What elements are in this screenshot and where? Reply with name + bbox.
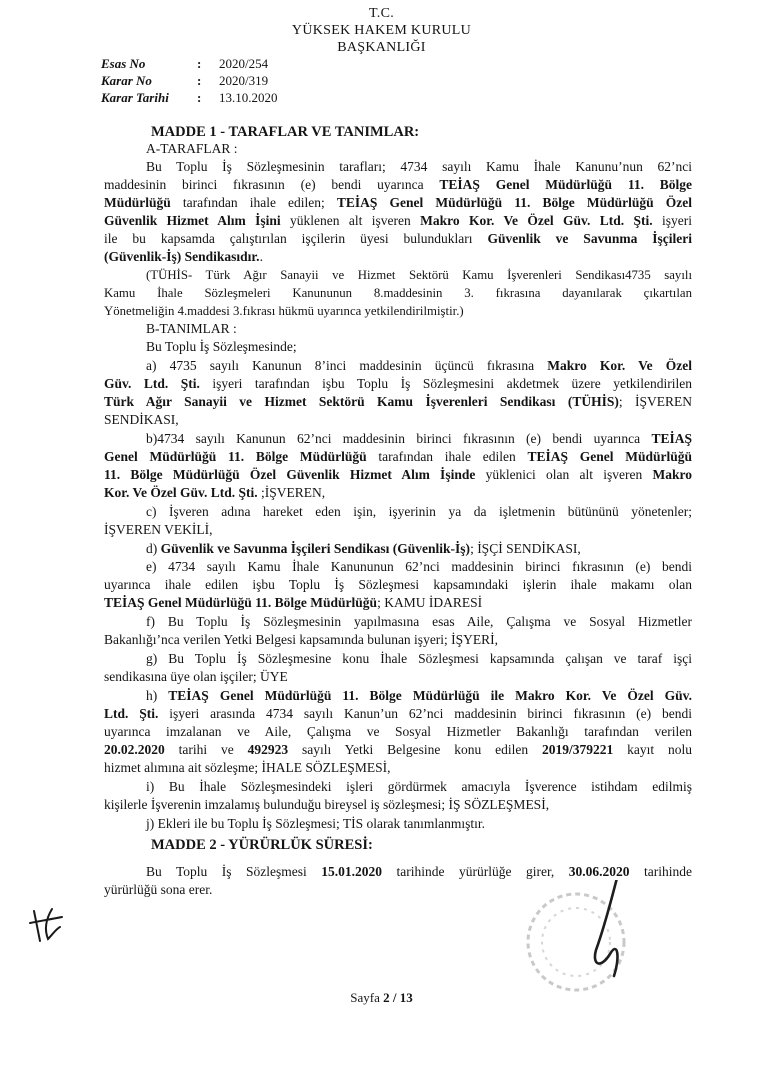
bold-text: 20.02.2020 [104,742,165,757]
text-segment: Bakanlığı’nca verilen Yetki Belgesi kapsamında bulunan işyeri; İŞYERİ, [104,632,499,647]
meta-colon: : [197,90,202,105]
text-segment: tarafından ihale edilen [366,449,528,464]
text-line [104,759,390,777]
text-segment: Bu Toplu İş Sözleşmesinde; [146,339,297,354]
bold-text: 492923 [247,742,289,757]
text-segment: ;İŞVEREN, [257,485,326,500]
bold-text: Genel Müdürlüğü 11. Bölge Müdürlüğü [104,449,367,464]
madde-2-heading: MADDE 2 - YÜRÜRLÜK SÜRESİ: [151,837,373,853]
bold-text: 15.01.2020 [321,864,383,879]
header-institution: YÜKSEK HAKEM KURULU [291,23,472,38]
text-segment: Bu Toplu İş Sözleşmesinin tarafları; 4734 sayılı Kamu İhale Kanunu’nun 62’nci [146,159,692,174]
text-line [146,357,692,375]
bold-text: TEİAŞ Genel Müdürlüğü 11. Bölge Müdürlüğü Özel [336,195,692,210]
text-segment: j) Ekleri ile bu Toplu İş Sözleşmesi; TİS olarak tanımlanmıştır. [146,816,486,831]
page-number: 2 [383,990,390,1005]
meta-label: Karar Tarihi [101,90,169,105]
bold-text: Makro [652,467,692,482]
text-line [104,302,464,320]
bold-text: 11. Bölge Müdürlüğü Özel Güvenlik Hizmet Alım İşinde [104,467,476,482]
text-segment: işyeri tarafından işbu Toplu İş Sözleşmesini akdetmek üzere yetkilendirilen [199,376,692,391]
text-line [146,540,581,558]
text-segment: işyeri arasında 4734 sayılı Kanun’un 62’nci maddesinin birinci fıkrasının (e) bendi [158,706,693,721]
text-line [146,687,692,705]
text-line [146,338,297,356]
text-line [104,176,692,194]
madde-1-heading: MADDE 1 - TARAFLAR VE TANIMLAR: [151,124,420,140]
text-line [104,248,263,266]
meta-colon: : [197,73,202,88]
text-line [104,448,692,466]
section-a-title: A-TARAFLAR : [146,141,238,156]
text-segment: . [259,249,263,264]
bold-text: Kor. Ve Özel Güv. Ltd. Şti. [104,485,258,500]
meta-row-karar-tarihi [101,90,278,106]
text-line [146,430,692,448]
page-footer [0,990,763,1006]
text-segment: hizmet alımına ait sözleşme; İHALE SÖZLEŞMESİ, [104,760,391,775]
text-segment: İŞVEREN VEKİLİ, [104,522,213,537]
text-segment: tarafından ihale edilen; [170,195,337,210]
text-segment: a) 4735 sayılı Kanunun 8’inci maddesinin üçüncü fıkrasına [146,358,548,373]
text-segment: yüklenici olan alt işveren [475,467,653,482]
text-segment: ; İŞÇİ SENDİKASI, [470,541,581,556]
text-line [104,631,498,649]
bold-text: (Güvenlik-İş) Sendikasıdır. [104,249,260,264]
text-segment: ile bu kapsamda çalıştırılan işçilerin üyesi bulundukları [104,231,488,246]
text-segment: g) Bu Toplu İş Sözleşmesine konu İhale Sözleşmesi kapsamında çalışan ve taraf işçi [146,651,692,666]
text-segment: maddesinin birinci fıkrasının (e) bendi uyarınca [104,177,440,192]
meta-label: Karar No [101,73,152,88]
meta-value: 2020/319 [219,73,269,88]
header-tc: T.C. [368,6,395,21]
text-segment: sendikasına üye olan işçiler; ÜYE [104,669,288,684]
text-line [104,230,692,248]
text-line [104,466,692,484]
bold-text: Güvenlik ve Savunma İşçileri [487,231,692,246]
text-segment: Bu Toplu İş Sözleşmesi [146,864,322,879]
text-segment: f) Bu Toplu İş Sözleşmesinin yapılmasına esas Aile, Çalışma ve Sosyal Hizmetler [146,614,692,629]
text-segment: yüklenen alt işveren [280,213,421,228]
page-total: 13 [399,990,413,1005]
text-segment: yürürlüğü sona erer. [104,882,213,897]
meta-colon: : [197,56,202,71]
text-line [104,796,549,814]
meta-row-karar-no [101,73,268,89]
text-line [104,212,692,230]
bold-text: TEİAŞ Genel Müdürlüğü 11. Bölge Müdürlüğü [104,595,378,610]
text-segment: b)4734 sayılı Kanunun 62’nci maddesinin birinci fıkrasının (e) bendi uyarınca [146,431,652,446]
text-segment: işyeri [652,213,692,228]
text-line [104,375,692,393]
header-presidency: BAŞKANLIĞI [337,40,426,55]
text-line [104,576,692,594]
text-segment: e) 4734 sayılı Kamu İhale Kanununun 62’nci maddesinin birinci fıkrasının (e) bendi [146,559,692,574]
initials-signature [26,905,66,945]
bold-text: Güv. Ltd. Şti. [104,376,200,391]
text-segment: tarihi ve [164,742,248,757]
bold-text: TEİAŞ Genel Müdürlüğü [527,449,692,464]
bold-text: Müdürlüğü [104,195,171,210]
bold-text: Türk Ağır Sanayii ve Hizmet Sektörü Kamu İşverenleri Sendikası (TÜHİS) [104,394,619,409]
meta-value: 2020/254 [219,56,269,71]
page-separator: / [389,990,400,1005]
text-line [104,484,325,502]
text-segment: d) [146,541,161,556]
text-line [104,194,692,212]
bold-text: TEİAŞ Genel Müdürlüğü 11. Bölge Müdürlüğü ile Makro Kor. Ve Özel Güv. [168,688,692,703]
text-segment: sayılı Yetki Belgesine konu edilen [288,742,542,757]
bold-text: Makro Kor. Ve Özel [547,358,693,373]
text-line [146,778,692,796]
text-line [104,705,692,723]
text-segment: uyarınca imzalanan ve Aile, Çalışma ve Sosyal Hizmetler Bakanlığı tarafından verilen [104,724,692,739]
bold-text: TEİAŞ Genel Müdürlüğü 11. Bölge [439,177,692,192]
text-line [146,266,692,284]
text-segment: ; KAMU İDARESİ [377,595,483,610]
meta-value: 13.10.2020 [219,90,278,105]
text-line [104,881,212,899]
text-line [104,284,692,302]
meta-row-esas-no [101,56,268,72]
section-b-title: B-TANIMLAR : [146,321,237,336]
bold-text: 2019/379221 [542,742,614,757]
text-line [146,613,692,631]
text-line [146,503,692,521]
bold-text: Güvenlik ve Savunma İşçileri Sendikası (Güvenlik-İş) [160,541,471,556]
text-segment: i) Bu İhale Sözleşmesindeki işleri gördürmek amacıyla İşverence istihdam edilmiş [146,779,692,794]
text-line [104,411,179,429]
text-line [146,863,692,881]
text-line [146,815,485,833]
text-line [104,723,692,741]
text-line [104,594,482,612]
text-segment: h) [146,688,169,703]
bold-text: Güvenlik Hizmet Alım İşini [104,213,281,228]
meta-label: Esas No [101,56,146,71]
text-segment: uyarınca ihale edilen işbu Toplu İş Sözleşmesi kapsamındaki işlerin ihale makamı olan [104,577,692,592]
text-segment: kişilerle İşverenin imzalamış bulunduğu bireysel iş sözleşmesi; İŞ SÖZLEŞMESİ, [104,797,550,812]
text-segment: Yönetmeliğin 4.maddesi 3.fıkrası hükmü uyarınca yetkilendirilmiştir.) [104,304,464,318]
text-segment: (TÜHİS- Türk Ağır Sanayii ve Hizmet Sektörü Kamu İşverenleri Sendikası4735 sayılı [146,268,692,282]
official-stamp-with-signature [508,880,658,1000]
bold-text: TEİAŞ [651,431,692,446]
text-segment: SENDİKASI, [104,412,179,427]
text-segment: c) İşveren adına hareket eden işin, işyerinin ya da işletmenin bütününü yönetenler; [146,504,692,519]
page-label: Sayfa [350,990,384,1005]
text-segment: tarihinde [629,864,693,879]
text-line [146,650,692,668]
text-segment: tarihinde yürürlüğe girer, [382,864,569,879]
text-line [104,741,692,759]
text-line [146,158,692,176]
text-line [146,558,692,576]
text-segment: kayıt nolu [613,742,693,757]
text-line [104,668,288,686]
text-segment: Kamu İhale Sözleşmeleri Kanununun 8.maddesinin 3. fıkrasına dayanılarak çıkartılan [104,286,692,300]
bold-text: 30.06.2020 [568,864,630,879]
bold-text: Makro Kor. Ve Özel Güv. Ltd. Şti. [420,213,653,228]
bold-text: Ltd. Şti. [104,706,159,721]
text-line [104,393,692,411]
text-line [104,521,213,539]
text-segment: ; İŞVEREN [618,394,692,409]
